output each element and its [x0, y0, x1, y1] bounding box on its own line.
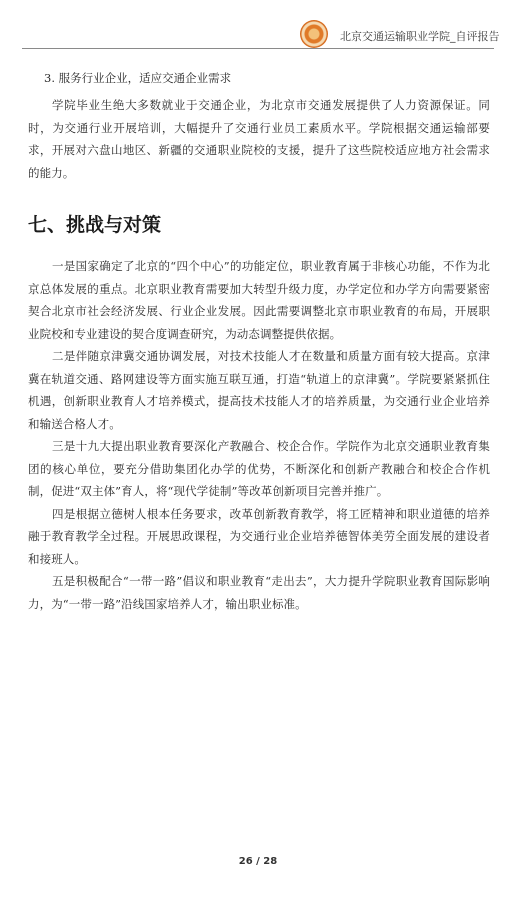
paragraph: 四是根据立德树人根本任务要求，改革创新教育教学，将工匠精神和职业道德的培养融于教育教学全过程。开展思政课程，为交通行业企业培养德智体美劳全面发展的建设者和接班人。	[28, 506, 490, 566]
page-number: 26 / 28	[238, 856, 278, 867]
page-content	[28, 68, 490, 615]
paragraph: 二是伴随京津冀交通协调发展，对技术技能人才在数量和质量方面有较大提高。京津冀在轨道交通、路网建设等方面实施互联互通，打造“轨道上的京津冀”。学院要紧紧抓住机遇，创新职业教育人才培养模式，提高技术技能人才的培养质量，为交通行业企业培养和输送合格人才。	[28, 349, 490, 431]
header-divider	[22, 48, 494, 49]
page-header	[0, 0, 516, 54]
paragraph: 学院毕业生绝大多数就业于交通企业，为北京市交通发展提供了人力资源保证。同时，为交通行业开展培训，大幅提升了交通行业员工素质水平。学院根据交通运输部要求，开展对六盘山地区、新疆的交通职业院校的支援，提升了这些院校适应地方社会需求的能力。	[28, 98, 490, 180]
header-title: 北京交通运输职业学院_自评报告	[340, 30, 500, 43]
subsection-heading: 3. 服务行业企业，适应交通企业需求	[44, 71, 232, 85]
paragraph: 三是十九大提出职业教育要深化产教融合、校企合作。学院作为北京交通职业教育集团的核心单位，要充分借助集团化办学的优势，不断深化和创新产教融合和校企合作机制，促进“双主体”育人，将“现代学徒制”等改革创新项目完善并推广。	[28, 439, 490, 498]
paragraph: 一是国家确定了北京的“四个中心”的功能定位，职业教育属于非核心功能，不作为北京总体发展的重点。北京职业教育需要加大转型升级力度，办学定位和办学方向需要紧密契合北京市社会经济发展、行业企业发展。因此需要调整北京市职业教育的布局，开展职业院校和专业建设的契合度调查研究，为动态调整提供依据。	[28, 259, 490, 341]
paragraph: 五是积极配合“一带一路”倡议和职业教育“走出去”，大力提升学院职业教育国际影响力，为“一带一路”沿线国家培养人才，输出职业标准。	[28, 574, 490, 611]
section-title: 七、挑战与对策	[28, 214, 162, 236]
school-logo	[300, 20, 328, 48]
